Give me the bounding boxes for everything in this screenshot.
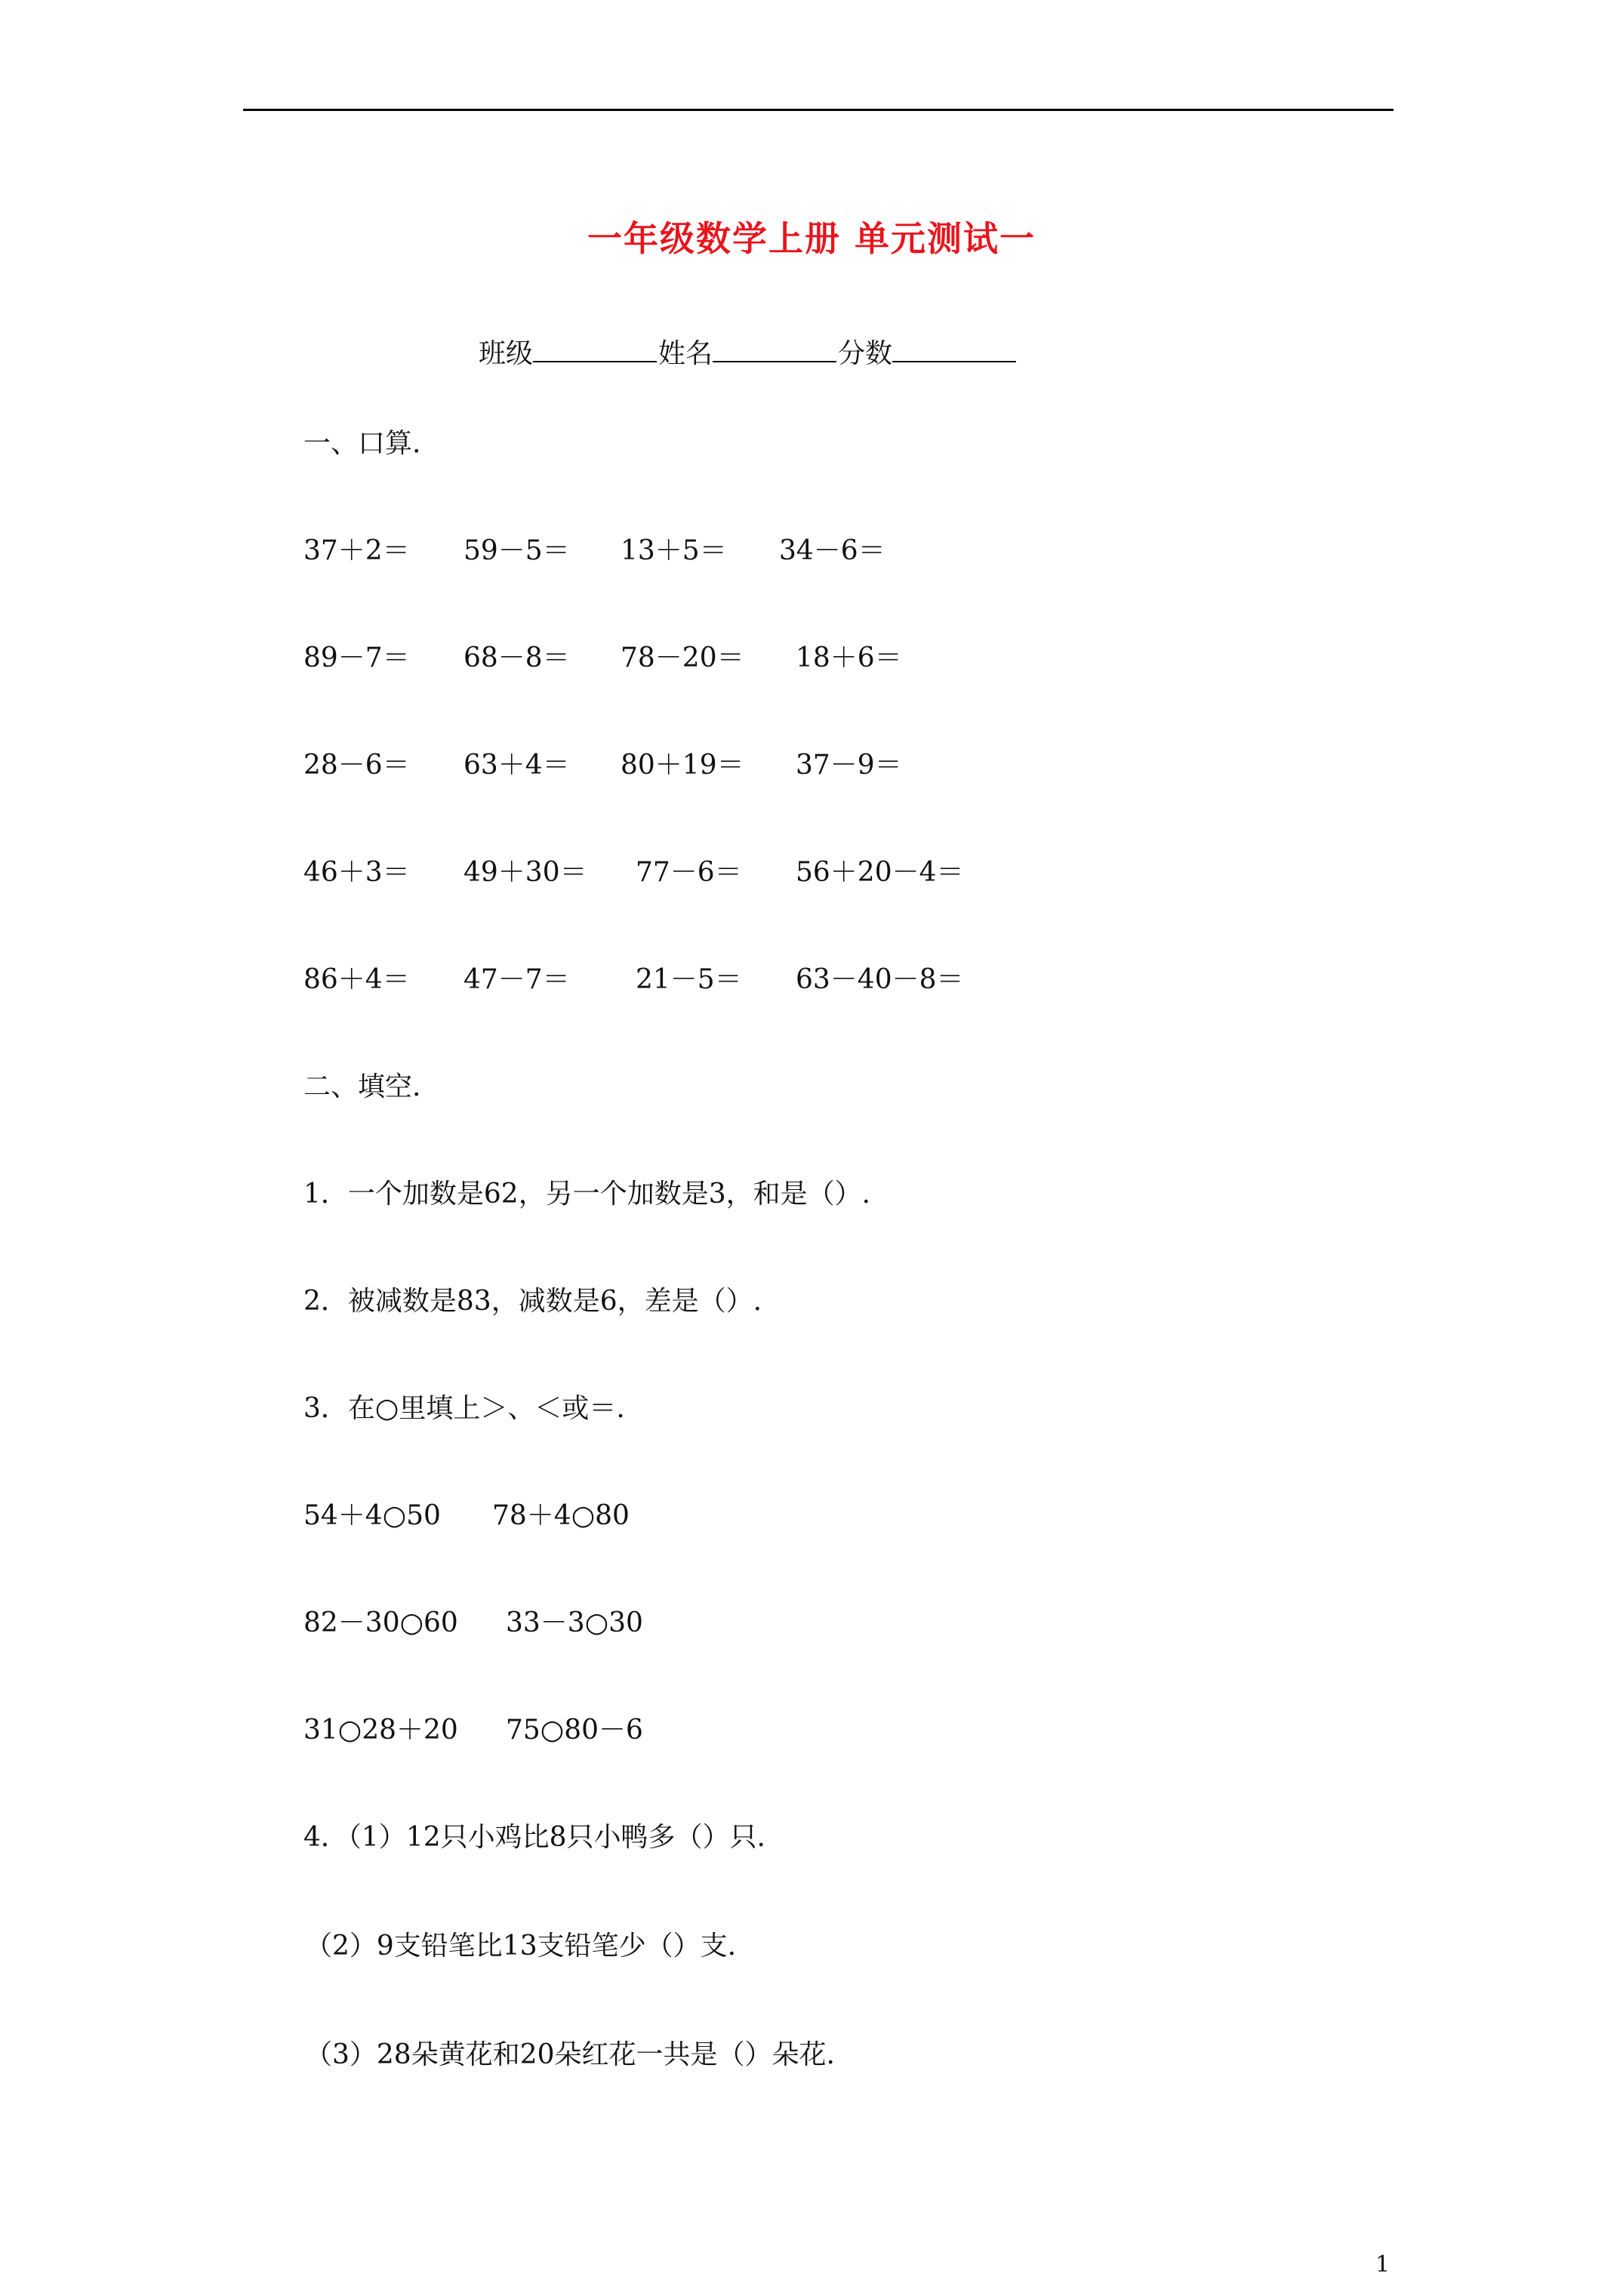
header-rule bbox=[243, 109, 1394, 111]
question-4-part-2: （2）9支铅笔比13支铅笔少（）支. bbox=[305, 1931, 737, 1962]
class-label: 班级 bbox=[479, 338, 534, 369]
calc-item: 86＋4＝ bbox=[303, 964, 410, 995]
compare-item: 78＋4○80 bbox=[492, 1500, 630, 1531]
calc-item: 77－6＝ bbox=[636, 857, 742, 888]
compare-item: 75○80－6 bbox=[506, 1715, 643, 1746]
compare-item: 54＋4○50 bbox=[303, 1500, 441, 1531]
compare-item: 33－3○30 bbox=[506, 1607, 643, 1638]
calc-item: 63－40－8＝ bbox=[796, 964, 964, 995]
compare-item: 31○28＋20 bbox=[303, 1715, 458, 1746]
calc-item: 37＋2＝ bbox=[303, 535, 410, 566]
question-2: 2．被减数是83，减数是6，差是（）. bbox=[303, 1286, 762, 1317]
calc-item: 78－20＝ bbox=[621, 643, 744, 673]
name-blank[interactable] bbox=[713, 335, 836, 362]
page-number: 1 bbox=[1375, 2251, 1390, 2278]
calc-item: 49＋30＝ bbox=[463, 857, 587, 888]
calc-item: 63＋4＝ bbox=[463, 750, 570, 781]
calc-item: 68－8＝ bbox=[463, 643, 570, 673]
calc-item: 59－5＝ bbox=[463, 535, 570, 566]
class-blank[interactable] bbox=[533, 335, 657, 362]
calc-item: 80＋19＝ bbox=[621, 750, 744, 781]
score-label: 分数 bbox=[838, 338, 893, 369]
calc-item: 34－6＝ bbox=[779, 535, 885, 566]
name-label: 姓名 bbox=[658, 338, 713, 369]
question-1: 1．一个加数是62，另一个加数是3，和是（）. bbox=[303, 1179, 871, 1210]
question-3: 3．在○里填上＞、＜或＝. bbox=[303, 1393, 625, 1424]
calc-item: 46＋3＝ bbox=[303, 857, 410, 888]
score-blank[interactable] bbox=[892, 335, 1016, 362]
section1-heading: 一、口算. bbox=[303, 428, 421, 459]
calc-item: 21－5＝ bbox=[636, 964, 742, 995]
student-info-line bbox=[479, 332, 1018, 371]
calc-item: 18＋6＝ bbox=[796, 643, 902, 673]
calc-item: 28－6＝ bbox=[303, 750, 410, 781]
question-4: 4．（1）12只小鸡比8只小鸭多（）只. bbox=[303, 1822, 765, 1853]
calc-item: 47－7＝ bbox=[463, 964, 570, 995]
question-4-part-3: （3）28朵黄花和20朵红花一共是（）朵花. bbox=[305, 2039, 835, 2070]
page-title: 一年级数学上册 单元测试一 bbox=[587, 218, 1036, 259]
calc-item: 37－9＝ bbox=[796, 750, 902, 781]
calc-item: 89－7＝ bbox=[303, 643, 410, 673]
section2-heading: 二、填空. bbox=[303, 1071, 421, 1102]
calc-item: 56＋20－4＝ bbox=[796, 857, 964, 888]
compare-item: 82－30○60 bbox=[303, 1607, 458, 1638]
calc-item: 13＋5＝ bbox=[621, 535, 727, 566]
